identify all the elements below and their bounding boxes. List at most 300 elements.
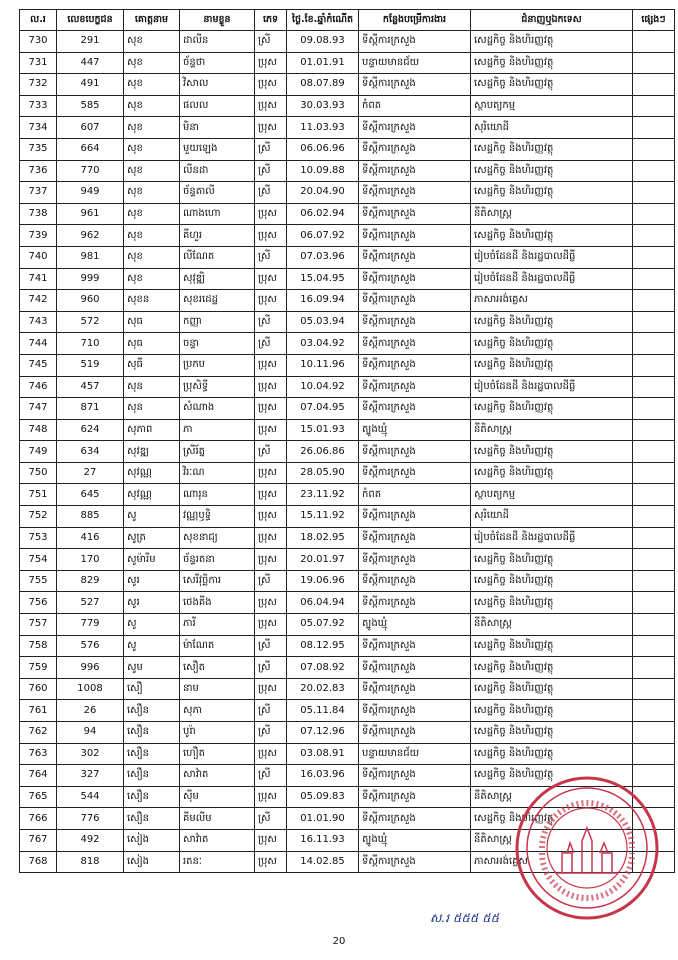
table-cell: ភារី [180,614,255,636]
table-cell: ប្រុស [255,203,287,225]
table-cell: ណាងហោ [180,203,255,225]
table-cell: ទីស្តីការក្រសួង [359,678,471,700]
table-cell: មិនា [180,117,255,139]
table-cell [633,657,675,679]
table-cell: នីតិសាស្ត្រ [471,419,633,441]
table-cell: 30.03.93 [287,95,359,117]
table-cell: 755 [20,570,57,592]
table-cell: ទីស្តីការក្រសួង [359,549,471,571]
table-cell: 739 [20,225,57,247]
table-cell: សុខ [124,95,180,117]
table-cell: ប្រុស [255,829,287,851]
table-cell: ដាលីន [180,31,255,53]
table-cell: សុខន [124,290,180,312]
table-cell: 829 [57,570,124,592]
table-cell: 871 [57,398,124,420]
table-cell: ទីស្តីការក្រសួង [359,570,471,592]
table-cell [633,398,675,420]
header-cell: នាមខ្លួន [180,10,255,31]
table-cell: សេដ្ឋកិច្ច និងហិរញ្ញវត្ថុ [471,462,633,484]
table-cell: ស្រី [255,182,287,204]
table-cell: សុខ [124,182,180,204]
table-cell: រៀបចំដែនដី និងរដ្ឋបាលដីធ្លី [471,268,633,290]
table-cell [633,722,675,744]
table-cell: ទីស្តីការក្រសួង [359,31,471,53]
table-cell: ស្ថាបត្យកម្ម [471,95,633,117]
table-cell: សេដ្ឋកិច្ច និងហិរញ្ញវត្ថុ [471,74,633,96]
table-cell: សុខរដេដ្ឋ [180,290,255,312]
table-cell: 768 [20,851,57,873]
table-cell: 447 [57,52,124,74]
table-cell: 752 [20,506,57,528]
table-cell: ត្បូងឃ្មុំ [359,829,471,851]
table-cell: 746 [20,376,57,398]
table-cell: សុធ [124,311,180,333]
table-cell: ប្រុសិទ្ធី [180,376,255,398]
table-row [20,160,675,182]
table-cell: 16.03.96 [287,765,359,787]
table-cell: ទីស្តីការក្រសួង [359,225,471,247]
table-cell: ប្រុស [255,743,287,765]
table-cell: ត្បូងឃ្មុំ [359,419,471,441]
table-row [20,592,675,614]
table-cell: សុខ [124,246,180,268]
table-cell [633,743,675,765]
table-cell: 28.05.90 [287,462,359,484]
table-cell: ទីស្តីការក្រសួង [359,74,471,96]
table-cell: ប្រុស [255,354,287,376]
table-cell: 14.02.85 [287,851,359,873]
table-cell: សូត្រ [124,527,180,549]
table-cell: 779 [57,614,124,636]
table-cell: 737 [20,182,57,204]
table-cell: ទីស្តីការក្រសួង [359,765,471,787]
table-cell: លីនដា [180,160,255,182]
table-cell: ប្រុស [255,484,287,506]
table-cell: 741 [20,268,57,290]
table-cell: 664 [57,138,124,160]
table-cell: 766 [20,808,57,830]
table-cell: 763 [20,743,57,765]
table-cell: 15.01.93 [287,419,359,441]
table-cell: ប្រុស [255,527,287,549]
table-cell: សេដ្ឋកិច្ច និងហិរញ្ញវត្ថុ [471,160,633,182]
table-cell: ប្រុស [255,117,287,139]
table-cell: 743 [20,311,57,333]
table-row [20,678,675,700]
table-cell [633,592,675,614]
page-number: 20 [332,936,346,947]
table-cell: 762 [20,722,57,744]
table-cell: សេដ្ឋកិច្ច និងហិរញ្ញវត្ថុ [471,635,633,657]
table-row [20,484,675,506]
table-cell: 740 [20,246,57,268]
table-cell: 572 [57,311,124,333]
table-cell: 10.04.92 [287,376,359,398]
table-cell: 962 [57,225,124,247]
table-cell: 94 [57,722,124,744]
table-cell: 733 [20,95,57,117]
table-cell: សេរីវុច្ឆិការ [180,570,255,592]
table-cell [633,462,675,484]
table-cell: សុខនាជ្យ [180,527,255,549]
table-cell: ហឿត [180,743,255,765]
table-cell: 06.02.94 [287,203,359,225]
table-cell: 291 [57,31,124,53]
table-cell: សេដ្ឋកិច្ច និងហិរញ្ញវត្ថុ [471,808,633,830]
table-cell: ទីស្តីការក្រសួង [359,506,471,528]
table-cell: ប្រកប [180,354,255,376]
table-row [20,117,675,139]
table-cell: សេដ្ឋកិច្ច និងហិរញ្ញវត្ថុ [471,311,633,333]
table-cell: 751 [20,484,57,506]
table-cell: 764 [20,765,57,787]
table-cell: គីមលីម [180,808,255,830]
table-cell: 885 [57,506,124,528]
signature: ស.រ ៥៥៥ ៥៥ [430,911,500,925]
table-cell: 457 [57,376,124,398]
table-cell: ទីស្តីការក្រសួង [359,354,471,376]
table-cell: 327 [57,765,124,787]
table-cell: សាវ៉ាត [180,829,255,851]
table-cell: 758 [20,635,57,657]
header-cell: ភេទ [255,10,287,31]
table-row [20,290,675,312]
table-cell [633,484,675,506]
table-cell: សុន [124,376,180,398]
table-cell: សេដ្ឋកិច្ច និងហិរញ្ញវត្ថុ [471,333,633,355]
table-cell: សុខ [124,225,180,247]
table-cell: 818 [57,851,124,873]
table-cell: 20.01.97 [287,549,359,571]
table-cell: 05.03.94 [287,311,359,333]
table-cell: រតនៈ [180,851,255,873]
table-row [20,700,675,722]
table-cell: 730 [20,31,57,53]
table-cell: ប្រុស [255,52,287,74]
table-cell: ណារុន [180,484,255,506]
table-cell [633,614,675,636]
table-cell [633,635,675,657]
table-cell [633,74,675,96]
table-cell: ស្រី [255,808,287,830]
table-cell: ស៊ីម [180,786,255,808]
table-cell: ស្រីរ័ត្ន [180,441,255,463]
table-cell: ប្រុស [255,398,287,420]
table-cell: ស្រី [255,765,287,787]
table-cell: 527 [57,592,124,614]
table-cell: ប្រុស [255,225,287,247]
table-cell: នាម [180,678,255,700]
table-cell: ប្រុស [255,376,287,398]
table-row [20,419,675,441]
table-cell: សេដ្ឋកិច្ច និងហិរញ្ញវត្ថុ [471,743,633,765]
table-row [20,52,675,74]
table-cell: 23.11.92 [287,484,359,506]
table-cell: សេដ្ឋកិច្ច និងហិរញ្ញវត្ថុ [471,765,633,787]
table-cell [633,354,675,376]
table-cell [633,182,675,204]
table-cell: សុវណ្ណ [124,484,180,506]
document-sheet [19,9,674,873]
table-cell: 492 [57,829,124,851]
candidate-table [19,9,675,873]
table-cell [633,527,675,549]
table-cell: ទីស្តីការក្រសួង [359,700,471,722]
table-cell: 26.06.86 [287,441,359,463]
table-row [20,74,675,96]
table-cell: សេដ្ឋកិច្ច និងហិរញ្ញវត្ថុ [471,398,633,420]
table-cell: ត្បូងឃ្មុំ [359,614,471,636]
header-cell: ជំនាញឬឯកទេស [471,10,633,31]
table-cell: 26 [57,700,124,722]
table-cell: ប្រុស [255,74,287,96]
table-cell: សុខ [124,74,180,96]
table-cell: ទីស្តីការក្រសួង [359,851,471,873]
table-cell: សឿត [180,657,255,679]
table-cell: 491 [57,74,124,96]
table-cell: ទីស្តីការក្រសួង [359,138,471,160]
table-cell: នីតិសាស្ត្រ [471,203,633,225]
table-cell: 767 [20,829,57,851]
table-cell: 999 [57,268,124,290]
table-cell: 747 [20,398,57,420]
table-cell: សុធី [124,354,180,376]
table-row [20,398,675,420]
table-cell [633,117,675,139]
table-cell: 1008 [57,678,124,700]
table-row [20,246,675,268]
table-cell: 749 [20,441,57,463]
header-cell: លេខបេក្ខជន [57,10,124,31]
table-row [20,225,675,247]
table-cell [633,376,675,398]
header-cell: កន្លែងបម្រើការងារ [359,10,471,31]
table-cell: 11.03.93 [287,117,359,139]
table-cell: 736 [20,160,57,182]
table-cell: 756 [20,592,57,614]
header-cell: ល.រ [20,10,57,31]
table-cell: 10.11.96 [287,354,359,376]
table-cell: សំណាង [180,398,255,420]
table-cell: ទីស្តីការក្រសួង [359,635,471,657]
table-cell: សេដ្ឋកិច្ច និងហិរញ្ញវត្ថុ [471,678,633,700]
table-cell: ច័ន្ទថា [180,52,255,74]
table-cell: 770 [57,160,124,182]
table-cell [633,570,675,592]
table-cell: 757 [20,614,57,636]
table-cell: 759 [20,657,57,679]
table-cell: ស្រី [255,31,287,53]
table-cell: 07.03.96 [287,246,359,268]
table-cell: សូ [124,614,180,636]
table-cell: 754 [20,549,57,571]
table-cell: 10.09.88 [287,160,359,182]
table-cell: ទីស្តីការក្រសួង [359,376,471,398]
table-cell: ប្រុស [255,419,287,441]
table-cell: ស្រី [255,700,287,722]
table-cell [633,678,675,700]
table-cell: សុធ [124,333,180,355]
table-cell: ទីស្តីការក្រសួង [359,117,471,139]
table-cell: ប្រុស [255,614,287,636]
table-cell: 302 [57,743,124,765]
table-cell [633,419,675,441]
table-cell: ទីស្តីការក្រសួង [359,290,471,312]
table-cell: កំពត [359,95,471,117]
table-row [20,722,675,744]
table-cell: នីតិសាស្ត្រ [471,614,633,636]
table-cell: 16.11.93 [287,829,359,851]
table-cell: ប្រុស [255,506,287,528]
table-cell: សឿន [124,743,180,765]
table-cell: 742 [20,290,57,312]
table-cell [633,290,675,312]
table-cell: ភាសាអង់គ្លេស [471,290,633,312]
table-header-row [20,10,675,31]
table-cell [633,441,675,463]
table-row [20,95,675,117]
table-cell: សុរិយោដី [471,117,633,139]
table-cell: 06.07.92 [287,225,359,247]
table-cell: ទីស្តីការក្រសួង [359,441,471,463]
table-cell: 06.06.96 [287,138,359,160]
table-cell: ប្រុស [255,592,287,614]
table-cell: សេដ្ឋកិច្ច និងហិរញ្ញវត្ថុ [471,52,633,74]
table-cell: សឿន [124,700,180,722]
table-cell: 981 [57,246,124,268]
table-cell: 761 [20,700,57,722]
table-cell: ទីស្តីការក្រសួង [359,527,471,549]
header-cell: ថ្ងៃ.ខែ.ឆ្នាំកំណើត [287,10,359,31]
table-cell: សុខ [124,268,180,290]
table-cell: 05.07.92 [287,614,359,636]
table-cell: ទីស្តីការក្រសួង [359,722,471,744]
table-row [20,268,675,290]
table-cell: ស្រី [255,635,287,657]
table-cell: សូរ [124,570,180,592]
table-cell: សុន [124,398,180,420]
table-cell: សុវណ្ណ [124,462,180,484]
table-cell: សេដ្ឋកិច្ច និងហិរញ្ញវត្ថុ [471,138,633,160]
table-cell [633,549,675,571]
table-cell: បន្ទាយមានជ័យ [359,743,471,765]
table-cell: 27 [57,462,124,484]
table-row [20,441,675,463]
table-cell: 607 [57,117,124,139]
table-cell: 18.02.95 [287,527,359,549]
table-cell: ប្រុស [255,290,287,312]
table-cell: សេដ្ឋកិច្ច និងហិរញ្ញវត្ថុ [471,570,633,592]
table-cell: ទីស្តីការក្រសួង [359,160,471,182]
table-cell: 06.04.94 [287,592,359,614]
table-cell [633,138,675,160]
table-cell: ប្រុស [255,95,287,117]
header-cell: ផ្សេងៗ [633,10,675,31]
table-cell: សូរ [124,592,180,614]
table-cell: 634 [57,441,124,463]
table-cell: ប្រុស [255,786,287,808]
table-cell: សេដ្ឋកិច្ច និងហិរញ្ញវត្ថុ [471,225,633,247]
table-cell: កំពត [359,484,471,506]
table-cell: ស្រី [255,657,287,679]
table-cell: ច័ន្ទតាលី [180,182,255,204]
table-cell: ស្ថាបត្យកម្ម [471,484,633,506]
table-cell: ទីស្តីការក្រសួង [359,592,471,614]
table-cell: សេដ្ឋកិច្ច និងហិរញ្ញវត្ថុ [471,657,633,679]
table-cell: សឿ [124,678,180,700]
table-cell: ស្រី [255,570,287,592]
table-cell: ប្រុស [255,678,287,700]
table-cell [633,268,675,290]
table-cell: ទីស្តីការក្រសួង [359,268,471,290]
table-cell: លីណែត [180,246,255,268]
table-cell: 05.09.83 [287,786,359,808]
table-cell: ប្រុស [255,549,287,571]
table-cell: 750 [20,462,57,484]
table-row [20,570,675,592]
table-cell: សឿន [124,765,180,787]
table-cell: 765 [20,786,57,808]
table-cell: សូម៉ារីម [124,549,180,571]
table-cell: វណ្ណឫទ្ធិ [180,506,255,528]
table-cell: 576 [57,635,124,657]
table-cell: សេដ្ឋកិច្ច និងហិរញ្ញវត្ថុ [471,549,633,571]
table-cell: 735 [20,138,57,160]
table-cell: 15.04.95 [287,268,359,290]
table-cell [633,160,675,182]
table-cell: 744 [20,333,57,355]
table-cell: 07.12.96 [287,722,359,744]
table-cell: កញ្ញា [180,311,255,333]
table-row [20,354,675,376]
table-cell: ទីស្តីការក្រសួង [359,333,471,355]
table-cell: 16.09.94 [287,290,359,312]
table-cell: 416 [57,527,124,549]
table-cell: 01.01.90 [287,808,359,830]
table-cell: ច័ន្ទរតនា [180,549,255,571]
table-cell: 07.08.92 [287,657,359,679]
table-cell: សុរិយោដី [471,506,633,528]
table-cell: សូ [124,506,180,528]
table-cell [633,311,675,333]
table-row [20,614,675,636]
table-cell: 03.08.91 [287,743,359,765]
table-cell: ស្រី [255,333,287,355]
table-row [20,376,675,398]
table-cell: សូម [124,657,180,679]
table-row [20,506,675,528]
table-cell: ប្រុស [255,268,287,290]
table-cell: 745 [20,354,57,376]
table-row [20,549,675,571]
table-cell: ភាសាអង់គ្លេស [471,851,633,873]
table-cell [633,95,675,117]
table-cell: សុភាព [124,419,180,441]
table-cell: ស្រី [255,441,287,463]
table-cell: ស្រី [255,160,287,182]
header-cell: គោត្តនាម [124,10,180,31]
table-cell: 748 [20,419,57,441]
table-cell [633,203,675,225]
table-cell: រៀបចំដែនដី និងរដ្ឋបាលដីធ្លី [471,376,633,398]
table-cell: ថេងគីង [180,592,255,614]
table-cell: 03.04.92 [287,333,359,355]
table-cell: 05.11.84 [287,700,359,722]
table-cell: សាវ៉ាត [180,765,255,787]
table-cell: សេដ្ឋកិច្ច និងហិរញ្ញវត្ថុ [471,592,633,614]
table-cell: 20.04.90 [287,182,359,204]
